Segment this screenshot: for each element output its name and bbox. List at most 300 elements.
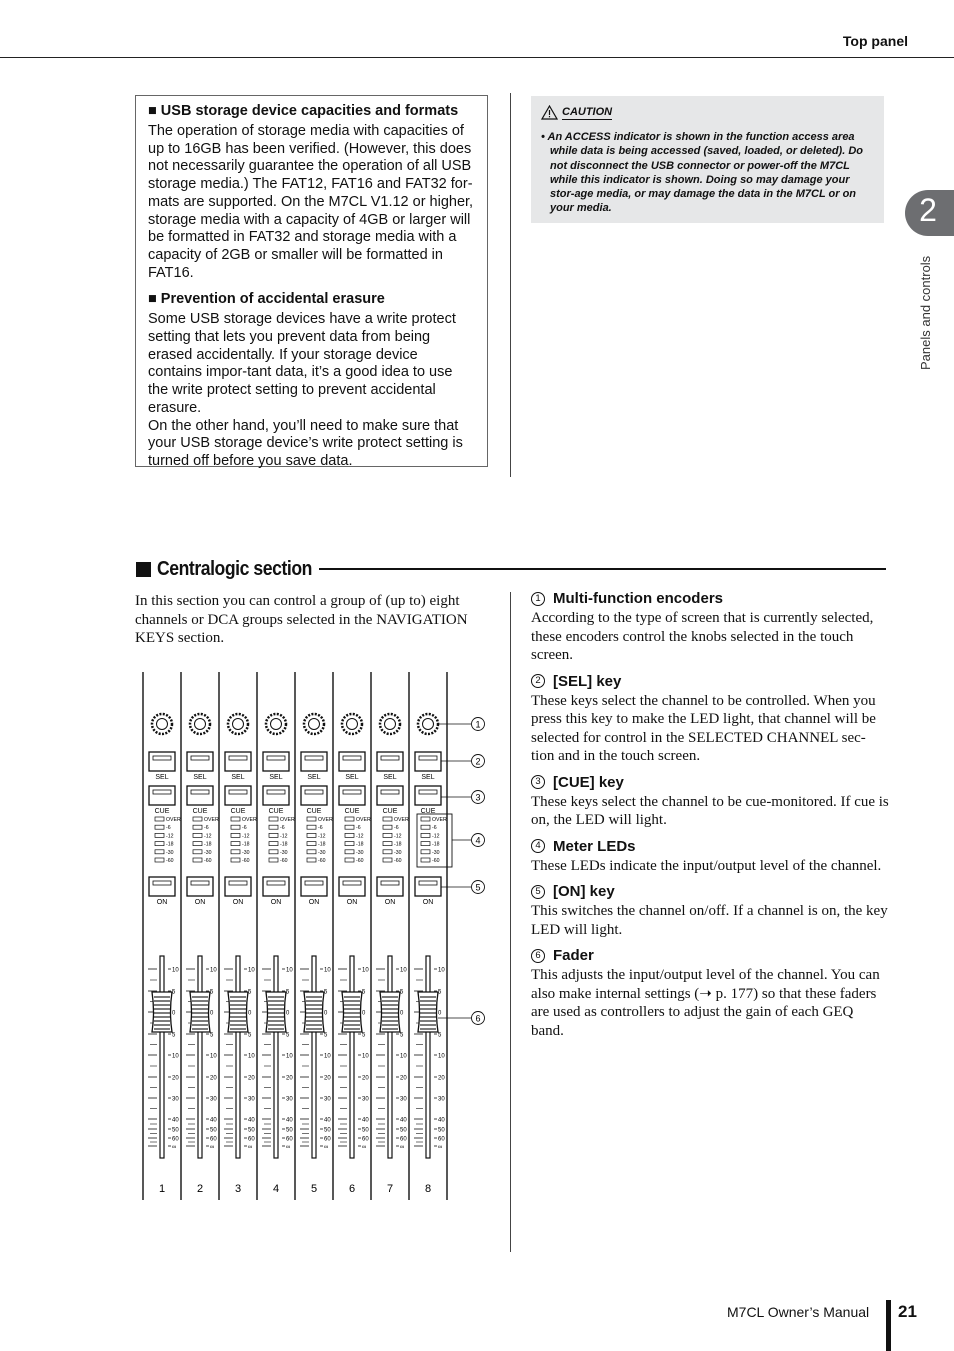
item-heading <box>531 947 889 964</box>
channel-number: 3 <box>234 1183 242 1195</box>
fader-scale-label: 10 <box>248 1053 255 1060</box>
cue-key-label: CUE <box>382 808 398 815</box>
meter-led-label: -6 <box>242 825 247 832</box>
meter-led <box>193 850 202 854</box>
callout-number: 5 <box>531 885 545 899</box>
on-key-label: ON <box>346 899 358 906</box>
cue-key-label: CUE <box>420 808 436 815</box>
meter-led <box>231 858 240 862</box>
callout-number: 1 <box>475 719 481 730</box>
fader-scale-label: 30 <box>248 1096 255 1103</box>
on-key-label: ON <box>232 899 244 906</box>
fader-scale-label: 50 <box>438 1127 445 1134</box>
on-key <box>149 877 175 896</box>
meter-led <box>421 833 430 837</box>
meter-led-label: OVER <box>356 817 371 823</box>
fader-scale-label: ∞ <box>210 1144 215 1151</box>
channel-number: 7 <box>386 1183 394 1195</box>
meter-led-label: -60 <box>318 858 326 864</box>
meter-led <box>193 833 202 837</box>
sel-key <box>149 752 175 771</box>
fader-scale-label: 10 <box>210 1053 217 1060</box>
note-heading-erasure: ■ Prevention of accidental erasure <box>148 291 385 308</box>
fader-track <box>312 956 316 1158</box>
meter-led <box>231 817 240 821</box>
meter-led-label: -60 <box>432 858 440 864</box>
sel-key-led <box>305 756 323 760</box>
meter-led-label: -30 <box>204 849 212 856</box>
fader-scale-label: ∞ <box>362 1144 367 1151</box>
meter-led-label: -6 <box>280 825 285 832</box>
fader-scale-label: 20 <box>210 1075 217 1082</box>
sel-key <box>263 752 289 771</box>
fader-scale-label: 30 <box>438 1096 445 1103</box>
cue-key-led <box>267 790 285 794</box>
sel-key-led <box>419 756 437 760</box>
item-text: According to the type of screen that is currently selected, these encoders control the knobs selected in the touch screen. <box>531 610 874 663</box>
fader-track <box>236 956 240 1158</box>
sel-key-label: SEL <box>307 774 321 781</box>
fader-scale-label: 10 <box>210 967 217 974</box>
item-fader <box>531 947 889 1040</box>
meter-led <box>269 858 278 862</box>
on-key-label: ON <box>270 899 282 906</box>
fader-scale-label: 50 <box>248 1127 255 1134</box>
chapter-side-label: Panels and controls <box>918 255 933 370</box>
fader-scale-label: 5 <box>438 1032 442 1039</box>
item-text: This adjusts the input/output level of the channel. You can also make internal settings (➝ p. 177) so that these faders are used as controllers to adjust the gain of each GEQ band. <box>531 967 880 1039</box>
callout-number: 4 <box>475 835 481 846</box>
usb-note-box <box>135 95 488 467</box>
fader-scale-label: 5 <box>362 1032 366 1039</box>
on-key <box>263 877 289 896</box>
section-intro: In this section you can control a group of (up to) eight channels or DCA groups selected in the NAVIGATION KEYS section. <box>135 593 468 646</box>
fader-scale-label: 5 <box>210 989 214 996</box>
caution-box <box>531 96 884 223</box>
sel-key <box>187 752 213 771</box>
sel-key <box>225 752 251 771</box>
fader-knob-icon <box>266 992 286 1032</box>
meter-led <box>231 850 240 854</box>
fader-scale-label: 60 <box>362 1136 369 1143</box>
cue-key-led <box>229 790 247 794</box>
meter-led-label: -30 <box>280 849 288 856</box>
fader-scale-label: 60 <box>286 1136 293 1143</box>
fader-scale-label: ∞ <box>438 1144 443 1151</box>
meter-led <box>383 825 392 829</box>
meter-led <box>345 842 354 846</box>
channel-number: 8 <box>424 1183 432 1195</box>
on-key-label: ON <box>308 899 320 906</box>
fader-track <box>350 956 354 1158</box>
fader-scale-label: 60 <box>400 1136 407 1143</box>
fader-scale-label: 5 <box>324 989 328 996</box>
callout-number: 6 <box>475 1013 481 1024</box>
fader-scale-label: 10 <box>286 967 293 974</box>
meter-led-label: -6 <box>394 825 399 832</box>
meter-led-label: -18 <box>204 841 212 848</box>
item-heading <box>531 774 889 791</box>
on-key <box>225 877 251 896</box>
fader-scale-label: 50 <box>210 1127 217 1134</box>
meter-led-label: OVER <box>166 817 181 823</box>
fader-scale-label: 60 <box>248 1136 255 1143</box>
meter-led-label: -12 <box>432 833 440 840</box>
fader-scale-label: 40 <box>286 1117 293 1124</box>
cue-key <box>187 786 213 805</box>
fader-scale-label: 40 <box>362 1117 369 1124</box>
encoder-knob-center <box>309 719 320 730</box>
meter-led-label: -60 <box>242 858 250 864</box>
callout-number: 3 <box>531 775 545 789</box>
item-text: These LEDs indicate the input/output level of the channel. <box>531 857 882 874</box>
item-title: Multi-function encoders <box>553 590 723 607</box>
chapter-number: 2 <box>919 192 937 228</box>
encoder-knob-center <box>271 719 282 730</box>
note-heading-erasure-text: Prevention of accidental erasure <box>160 291 385 308</box>
fader-scale-label: 10 <box>286 1053 293 1060</box>
fader-scale-label: 5 <box>248 1032 252 1039</box>
item-title: Meter LEDs <box>553 837 636 855</box>
fader-scale-label: 50 <box>286 1127 293 1134</box>
fader-scale-label: 50 <box>362 1127 369 1134</box>
cue-key-led <box>381 790 399 794</box>
item-text: These keys select the channel to be controlled. When you press this key to make the LED light, that channel will be selected for control in the SELECTED CHANNEL sec-tion and in the touch screen. <box>531 692 876 764</box>
item-title: Fader <box>553 947 594 964</box>
section-rule <box>319 568 886 570</box>
fader-scale-label: 20 <box>324 1075 331 1082</box>
meter-led-label: -30 <box>318 849 326 856</box>
meter-led <box>155 842 164 846</box>
cue-key-label: CUE <box>306 808 322 815</box>
column-divider <box>510 592 511 1252</box>
fader-knob-icon <box>380 992 400 1032</box>
on-key-label: ON <box>156 899 168 906</box>
cue-key-led <box>191 790 209 794</box>
meter-led-label: -12 <box>204 833 212 840</box>
meter-led-label: -12 <box>166 833 174 840</box>
on-key-led <box>305 881 323 885</box>
meter-led-label: -6 <box>204 825 209 832</box>
meter-led <box>231 825 240 829</box>
note-body-erasure: Some USB storage devices have a write protect setting that lets you prevent data from being erased accidentally. If your storage device contains impor-tant data, it’s a good idea to use the write protect setting to prevent accidental erasure. <box>148 311 456 416</box>
meter-led-label: -60 <box>204 858 212 864</box>
fader-scale-label: 10 <box>400 1053 407 1060</box>
fader-scale-label: 20 <box>400 1075 407 1082</box>
fader-scale-label: 10 <box>248 967 255 974</box>
meter-led <box>345 825 354 829</box>
fader-scale-label: 0 <box>438 1010 442 1017</box>
running-header: Top panel <box>842 33 908 49</box>
fader-scale-label: ∞ <box>400 1144 405 1151</box>
meter-led-label: -30 <box>356 849 364 856</box>
fader-scale-label: 10 <box>438 1053 445 1060</box>
item-on-key <box>531 883 889 939</box>
fader-scale-label: 30 <box>324 1096 331 1103</box>
encoder-knob-center <box>157 719 168 730</box>
on-key <box>377 877 403 896</box>
item-heading <box>531 673 889 690</box>
meter-led-label: -12 <box>394 833 402 840</box>
meter-led <box>307 825 316 829</box>
sel-key-led <box>229 756 247 760</box>
fader-scale-label: ∞ <box>248 1144 253 1151</box>
meter-led <box>383 842 392 846</box>
fader-scale-label: 5 <box>324 1032 328 1039</box>
footer-manual-title: M7CL Owner’s Manual <box>727 1304 870 1320</box>
fader-scale-label: 60 <box>210 1136 217 1143</box>
cue-key <box>263 786 289 805</box>
meter-led <box>269 817 278 821</box>
meter-led <box>193 842 202 846</box>
meter-led-label: -30 <box>242 849 250 856</box>
fader-scale-label: 5 <box>400 989 404 996</box>
callout-number: 1 <box>531 592 545 606</box>
fader-scale-label: 5 <box>172 989 176 996</box>
note-heading-capacities-text: USB storage device capacities and formats <box>160 103 459 119</box>
meter-led-label: OVER <box>318 817 333 823</box>
cue-key-label: CUE <box>154 808 170 815</box>
on-key-label: ON <box>384 899 396 906</box>
header-rule <box>0 57 954 58</box>
on-key <box>339 877 365 896</box>
item-title: [SEL] key <box>553 672 622 690</box>
on-key-led <box>191 881 209 885</box>
fader-scale-label: ∞ <box>324 1144 329 1151</box>
meter-led-label: -30 <box>432 849 440 856</box>
fader-scale-label: 5 <box>362 989 366 996</box>
fader-knob-icon <box>152 992 172 1032</box>
item-text: These keys select the channel to be cue-monitored. If cue is on, the LED will light. <box>531 793 889 828</box>
fader-scale-label: 5 <box>286 1032 290 1039</box>
meter-led <box>193 858 202 862</box>
meter-led-label: -12 <box>318 833 326 840</box>
centralogic-diagram <box>138 672 490 1204</box>
encoder-knob-center <box>423 719 434 730</box>
cue-key-label: CUE <box>230 808 246 815</box>
caution-text-body: An ACCESS indicator is shown in the function access area while data is being accessed (saved, loaded, or deleted). Do not disconnect the USB connector or power-off the M7CL while this indicator is shown. Doing so may damage your stor-age media, or may damage the data in the M7CL or on your media. <box>547 131 863 215</box>
item-cue-key <box>531 774 889 830</box>
channel-number: 4 <box>272 1183 280 1195</box>
fader-scale-label: 20 <box>172 1075 179 1082</box>
fader-scale-label: 10 <box>362 1053 369 1060</box>
sel-key-label: SEL <box>345 774 359 781</box>
fader-scale-label: 60 <box>172 1136 179 1143</box>
fader-scale-label: 40 <box>324 1117 331 1124</box>
fader-track <box>426 956 430 1158</box>
meter-led-label: -18 <box>432 841 440 848</box>
cue-key <box>415 786 441 805</box>
fader-scale-label: 40 <box>210 1117 217 1124</box>
fader-scale-label: 10 <box>324 967 331 974</box>
meter-led <box>193 825 202 829</box>
fader-scale-label: 10 <box>438 967 445 974</box>
meter-led-label: -30 <box>166 849 174 856</box>
meter-led-label: OVER <box>204 817 219 823</box>
sel-key <box>415 752 441 771</box>
item-descriptions <box>531 590 889 1048</box>
encoder-knob-center <box>233 719 244 730</box>
meter-led <box>421 817 430 821</box>
sel-key-label: SEL <box>421 774 435 781</box>
fader-scale-label: 30 <box>172 1096 179 1103</box>
fader-scale-label: 20 <box>286 1075 293 1082</box>
footer-bar <box>886 1300 891 1351</box>
fader-scale-label: 40 <box>438 1117 445 1124</box>
cue-key <box>377 786 403 805</box>
cue-key-led <box>153 790 171 794</box>
cue-key <box>225 786 251 805</box>
meter-led-label: -30 <box>394 849 402 856</box>
meter-led <box>421 850 430 854</box>
meter-led <box>307 850 316 854</box>
meter-led-label: -60 <box>394 858 402 864</box>
callout-number: 4 <box>531 839 545 853</box>
cue-key <box>149 786 175 805</box>
meter-led <box>269 825 278 829</box>
fader-knob-icon <box>304 992 324 1032</box>
fader-track <box>198 956 202 1158</box>
meter-led <box>345 833 354 837</box>
meter-led <box>155 817 164 821</box>
note-body-capacities: The operation of storage media with capacities of up to 16GB has been verified. (However, this does not necessarily guarantee the operation of all USB storage media.) The FAT12, FAT16 and FAT32 for-mats are supported. On the M7CL V1.12 or higher, storage media with a capacity of 4GB or larger will be formatted in FAT32 and storage media with a capacity of 2GB or smaller will be formatted in FAT16. <box>148 123 474 281</box>
item-heading <box>531 883 889 900</box>
meter-led <box>155 858 164 862</box>
section-title: Centralogic section <box>157 557 312 580</box>
meter-led <box>231 833 240 837</box>
fader-knob-icon <box>342 992 362 1032</box>
meter-led <box>155 850 164 854</box>
callout-number: 6 <box>531 949 545 963</box>
meter-led-label: -12 <box>242 833 250 840</box>
meter-led-label: OVER <box>242 817 257 823</box>
sel-key-led <box>153 756 171 760</box>
meter-led <box>383 850 392 854</box>
sel-key-label: SEL <box>155 774 169 781</box>
fader-scale-label: ∞ <box>172 1144 177 1151</box>
sel-key-label: SEL <box>231 774 245 781</box>
fader-scale-label: 0 <box>362 1010 366 1017</box>
item-encoders <box>531 590 889 665</box>
fader-scale-label: 20 <box>248 1075 255 1082</box>
fader-knob-icon <box>228 992 248 1032</box>
meter-led-label: -6 <box>318 825 323 832</box>
channel-number: 1 <box>158 1183 166 1195</box>
sel-key <box>301 752 327 771</box>
cue-key-label: CUE <box>192 808 208 815</box>
fader-scale-label: 5 <box>210 1032 214 1039</box>
fader-scale-label: 0 <box>210 1010 214 1017</box>
meter-led-label: -6 <box>432 825 437 832</box>
meter-led <box>421 842 430 846</box>
fader-scale-label: 40 <box>172 1117 179 1124</box>
fader-scale-label: 50 <box>400 1127 407 1134</box>
sel-key-label: SEL <box>193 774 207 781</box>
fader-scale-label: 10 <box>400 967 407 974</box>
item-meter-leds <box>531 838 889 876</box>
fader-scale-label: 20 <box>362 1075 369 1082</box>
meter-led-label: -60 <box>280 858 288 864</box>
meter-led-label: -12 <box>356 833 364 840</box>
fader-scale-label: 50 <box>324 1127 331 1134</box>
meter-led <box>231 842 240 846</box>
meter-led <box>383 858 392 862</box>
section-square-icon <box>136 562 151 577</box>
meter-led-label: -18 <box>394 841 402 848</box>
meter-led-label: -60 <box>356 858 364 864</box>
meter-led <box>383 817 392 821</box>
callout-number: 5 <box>475 882 481 893</box>
channel-number: 5 <box>310 1183 318 1195</box>
meter-led <box>307 817 316 821</box>
cue-key-led <box>419 790 437 794</box>
fader-scale-label: 0 <box>400 1010 404 1017</box>
channel-number: 6 <box>348 1183 356 1195</box>
fader-scale-label: 5 <box>248 989 252 996</box>
cue-key-label: CUE <box>268 808 284 815</box>
fader-track <box>274 956 278 1158</box>
meter-led <box>269 842 278 846</box>
fader-scale-label: 5 <box>286 989 290 996</box>
meter-led-label: -18 <box>318 841 326 848</box>
fader-scale-label: 40 <box>400 1117 407 1124</box>
callout-number: 2 <box>475 756 481 767</box>
meter-led <box>345 850 354 854</box>
encoder-knob-center <box>347 719 358 730</box>
meter-led <box>345 858 354 862</box>
meter-led <box>383 833 392 837</box>
column-divider <box>510 93 511 477</box>
fader-scale-label: 20 <box>438 1075 445 1082</box>
meter-led-label: -12 <box>280 833 288 840</box>
sel-key <box>339 752 365 771</box>
on-key-led <box>229 881 247 885</box>
on-key <box>301 877 327 896</box>
on-key <box>187 877 213 896</box>
item-text: This switches the channel on/off. If a channel is on, the key LED will light. <box>531 903 888 938</box>
sel-key-label: SEL <box>269 774 283 781</box>
caution-title <box>541 105 874 120</box>
meter-led-label: -18 <box>280 841 288 848</box>
on-key <box>415 877 441 896</box>
fader-knob-icon <box>418 992 438 1032</box>
fader-scale-label: 0 <box>324 1010 328 1017</box>
fader-scale-label: 50 <box>172 1127 179 1134</box>
meter-led <box>193 817 202 821</box>
meter-led-label: -18 <box>242 841 250 848</box>
item-title: [CUE] key <box>553 773 624 791</box>
fader-scale-label: 0 <box>248 1010 252 1017</box>
fader-track <box>388 956 392 1158</box>
meter-led-label: -18 <box>356 841 364 848</box>
fader-scale-label: 0 <box>286 1010 290 1017</box>
fader-scale-label: 10 <box>362 967 369 974</box>
meter-led <box>155 833 164 837</box>
meter-led-label: -6 <box>356 825 361 832</box>
sel-key-led <box>267 756 285 760</box>
fader-scale-label: 10 <box>324 1053 331 1060</box>
item-title: [ON] key <box>553 883 615 900</box>
note-heading-capacities: ■ USB storage device capacities and formats <box>148 103 459 119</box>
caution-title-text: CAUTION <box>562 105 613 118</box>
callout-number: 2 <box>531 674 545 688</box>
warning-triangle-icon <box>541 105 558 120</box>
meter-led-label: -18 <box>166 841 174 848</box>
meter-led <box>269 833 278 837</box>
sel-key-label: SEL <box>383 774 397 781</box>
meter-led-label: OVER <box>432 817 447 823</box>
on-key-led <box>381 881 399 885</box>
